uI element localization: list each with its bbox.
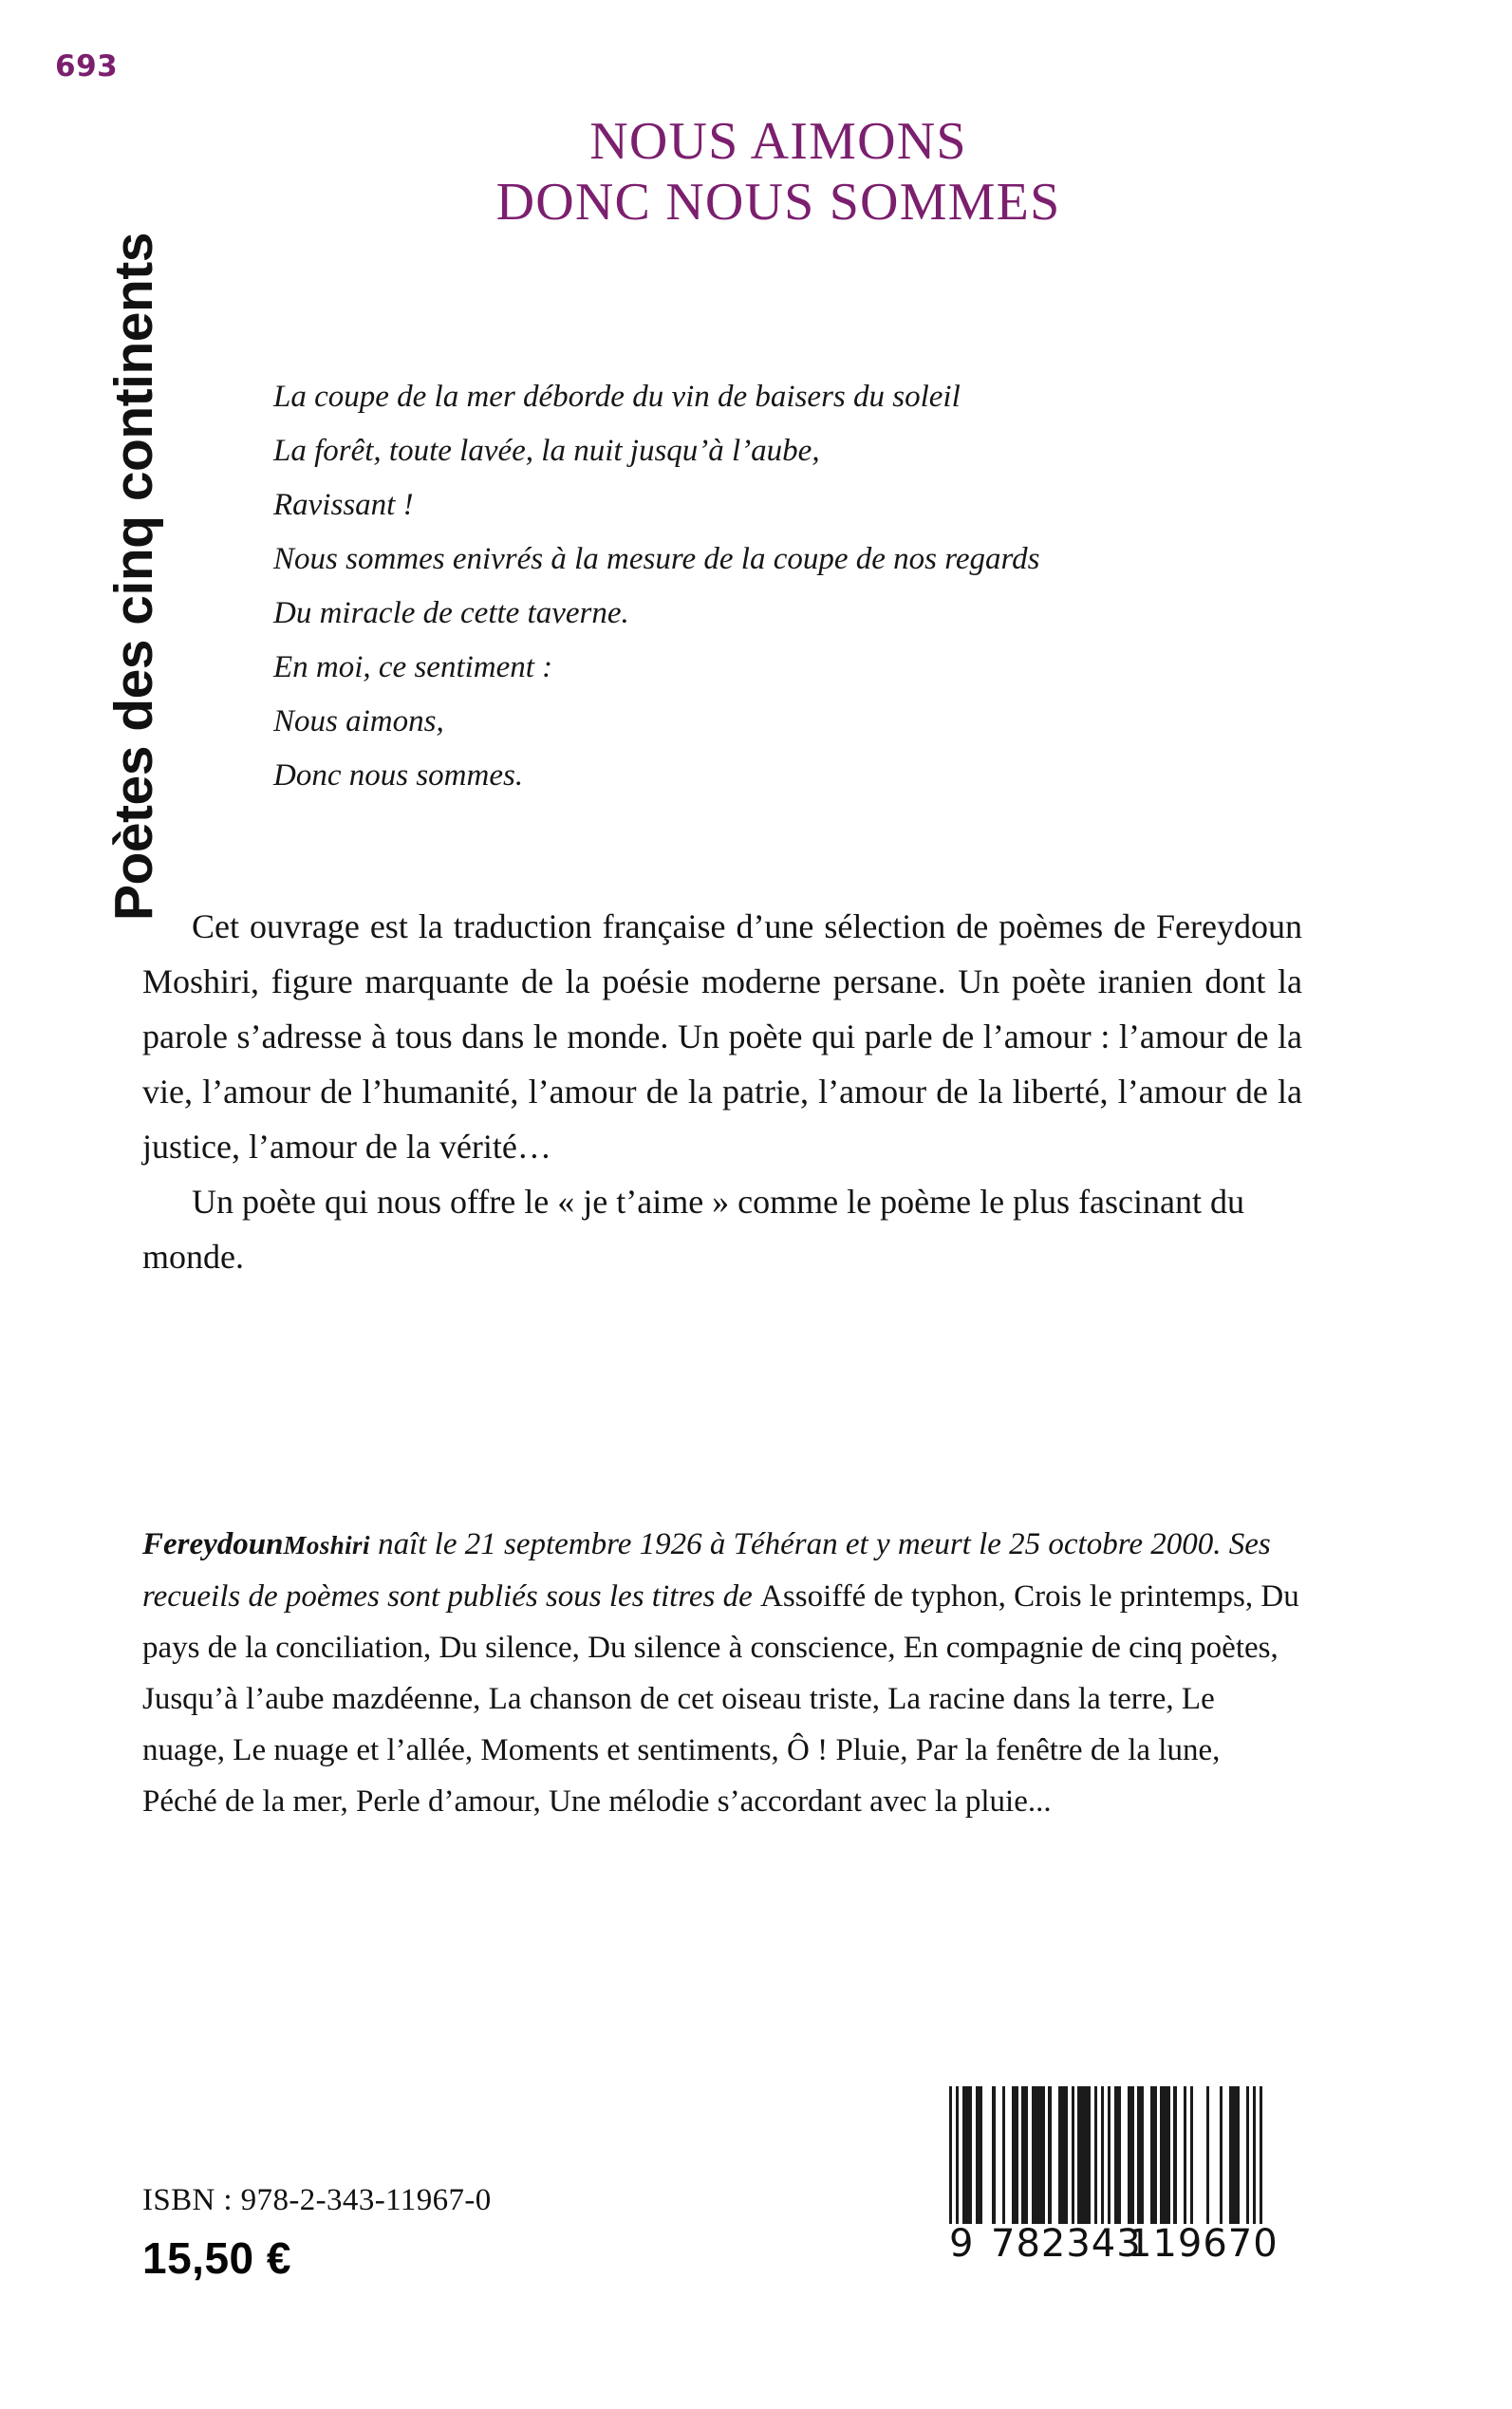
- barcode-bar: [1058, 2086, 1068, 2224]
- barcode-bar: [1012, 2086, 1018, 2224]
- barcode-bar: [1150, 2086, 1157, 2224]
- blurb-paragraph: Un poète qui nous offre le « je t’aime » comme le poème le plus fascinant du monde.: [142, 1183, 1245, 1276]
- barcode-digit-lead: 9: [949, 2222, 975, 2266]
- barcode: [949, 2086, 1279, 2266]
- author-biography: [142, 1519, 1302, 1827]
- poem-line: Ravissant !: [273, 488, 414, 522]
- barcode-bar: [1128, 2086, 1134, 2224]
- author-first-name: Fereydoun: [142, 1527, 284, 1561]
- barcode-bar: [1114, 2086, 1121, 2224]
- barcode-digit-group-right: 119670: [1128, 2222, 1279, 2266]
- barcode-bar: [1101, 2086, 1104, 2224]
- poem-line: En moi, ce sentiment :: [273, 650, 553, 684]
- barcode-bar: [1246, 2086, 1249, 2224]
- barcode-bar: [1048, 2086, 1051, 2224]
- back-cover-content: [142, 0, 1512, 2409]
- page-title: [218, 112, 1338, 233]
- barcode-bar: [949, 2086, 952, 2224]
- barcode-digit-group-left: 782343: [991, 2222, 1142, 2266]
- author-last-name: Moshiri: [283, 1531, 370, 1559]
- author-works-list: Assoiffé de typhon, Crois le printemps, Du pays de la conciliation, Du silence, Du silence à conscience, En compagnie de cinq poètes, Jusqu’à l’aube mazdéenne, La chanson de cet oiseau triste, La racine dans la terre, Le nuage, Le nuage et l’allée, Moments et sentiments, Ô ! Pluie, Par la fenêtre de la lune, Péché de la mer, Perle d’amour, Une mélodie s’accordant avec la pluie...: [142, 1579, 1299, 1819]
- barcode-bar: [992, 2086, 995, 2224]
- barcode-bar: [1173, 2086, 1176, 2224]
- blurb-paragraph: Cet ouvrage est la traduction française d’une sélection de poèmes de Fereydoun Moshiri, figure marquante de la poésie moderne persane. Un poète iranien dont la parole s’adresse à tous dans le monde. Un poète qui parle de l’amour : l’amour de la vie, l’amour de l’humanité, l’amour de la patrie, l’amour de la liberté, l’amour de la justice, l’amour de la vérité…: [142, 907, 1302, 1166]
- collection-name: Poètes des cinq continents: [103, 233, 164, 921]
- blurb-text: [142, 899, 1302, 1284]
- collection-name-container: [0, 114, 164, 1063]
- barcode-bar: [1220, 2086, 1223, 2224]
- price-label: 15,50 €: [142, 2233, 291, 2283]
- barcode-bar: [1108, 2086, 1111, 2224]
- barcode-bar: [962, 2086, 972, 2224]
- barcode-bar: [1032, 2086, 1045, 2224]
- page-title-line-2: DONC NOUS SOMMES: [495, 172, 1061, 232]
- barcode-bar: [1190, 2086, 1193, 2224]
- barcode-bars: [949, 2086, 1262, 2224]
- barcode-bar: [1206, 2086, 1209, 2224]
- barcode-bar: [1021, 2086, 1028, 2224]
- poem-line: La coupe de la mer déborde du vin de baisers du soleil: [273, 380, 961, 414]
- barcode-bar: [1260, 2086, 1262, 2224]
- barcode-bar: [1002, 2086, 1005, 2224]
- poem-line: Nous aimons,: [273, 704, 444, 738]
- page-title-line-1: NOUS AIMONS: [589, 112, 967, 171]
- barcode-bar: [1253, 2086, 1256, 2224]
- barcode-bar: [1229, 2086, 1239, 2224]
- author-life-text: naît le 21 septembre 1926 à Téhéran et y meurt le 25 octobre 2000. Ses recueils de poèmes sont publiés sous les titres de: [142, 1527, 1271, 1614]
- barcode-bar: [976, 2086, 982, 2224]
- barcode-bar: [1094, 2086, 1097, 2224]
- barcode-bar: [1160, 2086, 1169, 2224]
- barcode-bar: [1077, 2086, 1091, 2224]
- isbn-label: ISBN : 978-2-343-11967-0: [142, 2183, 492, 2217]
- poem-line: Du miracle de cette taverne.: [273, 596, 629, 630]
- barcode-bar: [1072, 2086, 1074, 2224]
- collection-number: 693: [55, 49, 119, 84]
- poem-line: Nous sommes enivrés à la mesure de la coupe de nos regards: [273, 542, 1040, 576]
- spine-column: [0, 0, 164, 2409]
- poem-line: Donc nous sommes.: [273, 758, 524, 793]
- barcode-bar: [1137, 2086, 1144, 2224]
- barcode-digits: [949, 2222, 1279, 2266]
- poem-line: La forêt, toute lavée, la nuit jusqu’à l’aube,: [273, 434, 820, 468]
- poem-excerpt: [273, 370, 1336, 803]
- barcode-bar: [1184, 2086, 1186, 2224]
- barcode-bar: [956, 2086, 959, 2224]
